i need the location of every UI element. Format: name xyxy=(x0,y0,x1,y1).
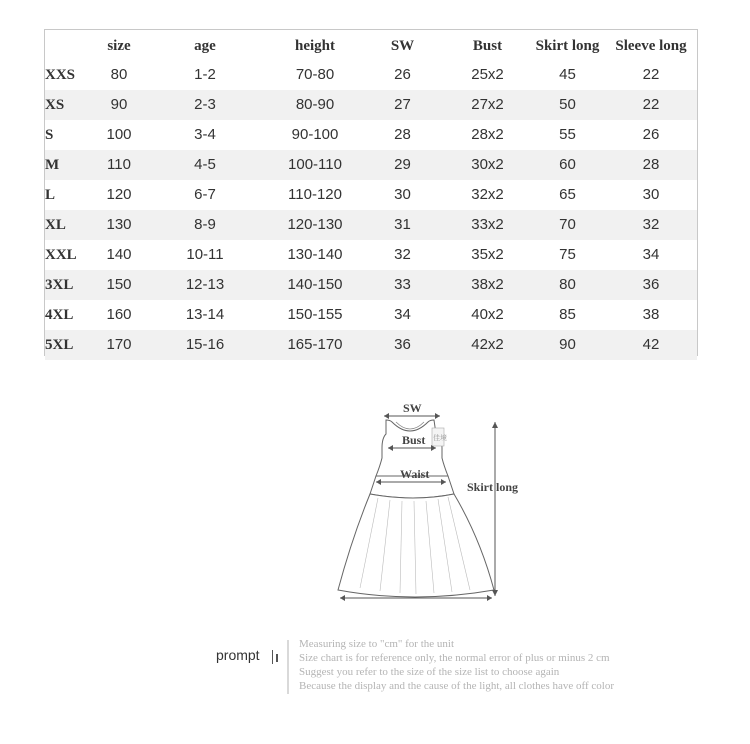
cell-sleeve-long: 38 xyxy=(642,306,660,323)
cell-height: 100-110 xyxy=(288,156,342,173)
cell-sleeve-long: 22 xyxy=(642,96,660,113)
cell-size-code: M xyxy=(45,157,60,173)
header-age: age xyxy=(194,38,216,54)
cell-bust: 28x2 xyxy=(471,126,504,143)
cell-height: 120-130 xyxy=(287,216,343,233)
cell-sw: 28 xyxy=(394,126,411,143)
cell-sleeve-long: 36 xyxy=(642,276,660,293)
cell-size-code: S xyxy=(45,127,54,143)
note-line: Size chart is for reference only, the normal error of plus or minus 2 cm xyxy=(299,652,610,664)
cell-age: 8-9 xyxy=(194,216,216,233)
cell-skirt-long: 55 xyxy=(559,126,576,143)
cell-height: 165-170 xyxy=(287,336,343,353)
cell-size: 160 xyxy=(106,306,132,323)
cell-age: 12-13 xyxy=(185,276,225,293)
header-sleeve-long: Sleeve long xyxy=(615,38,687,54)
table-row xyxy=(45,90,697,120)
cell-size-code: L xyxy=(45,187,56,203)
cell-sleeve-long: 32 xyxy=(642,216,660,233)
cell-size: 100 xyxy=(106,126,132,143)
cell-sleeve-long: 42 xyxy=(642,336,660,353)
cell-size-code: XL xyxy=(45,217,66,233)
cell-size: 120 xyxy=(106,186,132,203)
cell-skirt-long: 70 xyxy=(559,216,576,233)
cell-height: 150-155 xyxy=(287,306,343,323)
cell-sw: 26 xyxy=(394,66,411,83)
cell-skirt-long: 90 xyxy=(559,336,576,353)
header-sw: SW xyxy=(390,38,415,54)
table-row xyxy=(45,150,697,180)
table-row xyxy=(45,210,697,240)
header-size: size xyxy=(107,38,131,54)
cell-skirt-long: 50 xyxy=(559,96,576,113)
cell-size: 110 xyxy=(107,156,131,173)
cell-size-code: XXL xyxy=(45,247,77,263)
cell-height: 80-90 xyxy=(295,96,335,113)
sw-label: SW xyxy=(403,401,422,415)
table-row xyxy=(45,120,697,150)
cell-sw: 33 xyxy=(394,276,411,293)
cell-size-code: XS xyxy=(45,97,65,113)
note-line: Suggest you refer to the size of the size list to choose again xyxy=(299,666,560,678)
cell-size-code: XXS xyxy=(45,67,76,83)
cell-sw: 29 xyxy=(394,156,411,173)
cell-sw: 30 xyxy=(394,186,411,203)
cell-age: 10-11 xyxy=(186,246,224,263)
cell-height: 140-150 xyxy=(287,276,343,293)
cell-skirt-long: 85 xyxy=(559,306,576,323)
cell-skirt-long: 60 xyxy=(559,156,576,173)
cell-bust: 27x2 xyxy=(471,96,504,113)
cell-skirt-long: 75 xyxy=(559,246,576,263)
cell-size: 130 xyxy=(106,216,132,233)
cell-size-code: 5XL xyxy=(45,337,74,353)
header-skirt-long: Skirt long xyxy=(535,38,600,54)
note-line: Because the display and the cause of the light, all clothes have off color xyxy=(299,680,615,692)
prompt-icon xyxy=(272,650,282,664)
cell-sw: 31 xyxy=(394,216,411,233)
cell-size-code: 3XL xyxy=(45,277,74,293)
cell-size: 170 xyxy=(106,336,132,353)
prompt-divider xyxy=(287,640,289,694)
cell-age: 15-16 xyxy=(185,336,225,353)
brand-tag-text: 佳境 xyxy=(433,434,447,442)
cell-sleeve-long: 30 xyxy=(642,186,660,203)
dress-diagram xyxy=(330,398,530,608)
cell-age: 1-2 xyxy=(194,66,216,83)
cell-bust: 25x2 xyxy=(471,66,504,83)
cell-age: 2-3 xyxy=(194,96,216,113)
cell-bust: 32x2 xyxy=(471,186,504,203)
cell-size: 140 xyxy=(106,246,132,263)
cell-size: 90 xyxy=(110,96,128,113)
size-chart-table xyxy=(44,29,698,356)
cell-age: 6-7 xyxy=(194,186,216,203)
cell-sw: 36 xyxy=(394,336,411,353)
cell-bust: 33x2 xyxy=(471,216,504,233)
cell-bust: 35x2 xyxy=(471,246,504,263)
cell-size-code: 4XL xyxy=(45,307,74,323)
table-row xyxy=(45,60,697,90)
table-row xyxy=(45,180,697,210)
cell-height: 110-120 xyxy=(288,186,342,203)
cell-size: 150 xyxy=(106,276,132,293)
cell-size: 80 xyxy=(110,66,128,83)
header-height: height xyxy=(294,38,335,54)
waist-label: Waist xyxy=(400,467,430,481)
cell-skirt-long: 80 xyxy=(559,276,576,293)
cell-height: 70-80 xyxy=(295,66,335,83)
prompt-label: prompt xyxy=(216,647,260,663)
table-row xyxy=(45,270,697,300)
cell-sw: 32 xyxy=(394,246,411,263)
cell-sleeve-long: 34 xyxy=(642,246,660,263)
header-bust: Bust xyxy=(472,38,503,54)
cell-skirt-long: 65 xyxy=(559,186,576,203)
cell-sleeve-long: 22 xyxy=(642,66,660,83)
prompt-notes xyxy=(299,637,739,693)
bust-label: Bust xyxy=(402,433,426,447)
cell-bust: 40x2 xyxy=(471,306,504,323)
cell-bust: 38x2 xyxy=(471,276,504,293)
cell-height: 130-140 xyxy=(287,246,343,263)
cell-bust: 42x2 xyxy=(471,336,504,353)
table-row xyxy=(45,330,697,360)
cell-sw: 34 xyxy=(394,306,411,323)
cell-age: 13-14 xyxy=(185,306,225,323)
cell-age: 3-4 xyxy=(194,126,216,143)
cell-age: 4-5 xyxy=(194,156,216,173)
cell-sleeve-long: 28 xyxy=(642,156,660,173)
cell-sleeve-long: 26 xyxy=(642,126,660,143)
cell-skirt-long: 45 xyxy=(559,66,576,83)
cell-height: 90-100 xyxy=(291,126,339,143)
cell-sw: 27 xyxy=(394,96,411,113)
cell-bust: 30x2 xyxy=(471,156,504,173)
note-line: Measuring size to "cm" for the unit xyxy=(299,638,454,650)
skirt-long-label: Skirt long xyxy=(467,480,519,494)
table-row xyxy=(45,300,697,330)
table-header-row xyxy=(45,30,697,60)
table-row xyxy=(45,240,697,270)
